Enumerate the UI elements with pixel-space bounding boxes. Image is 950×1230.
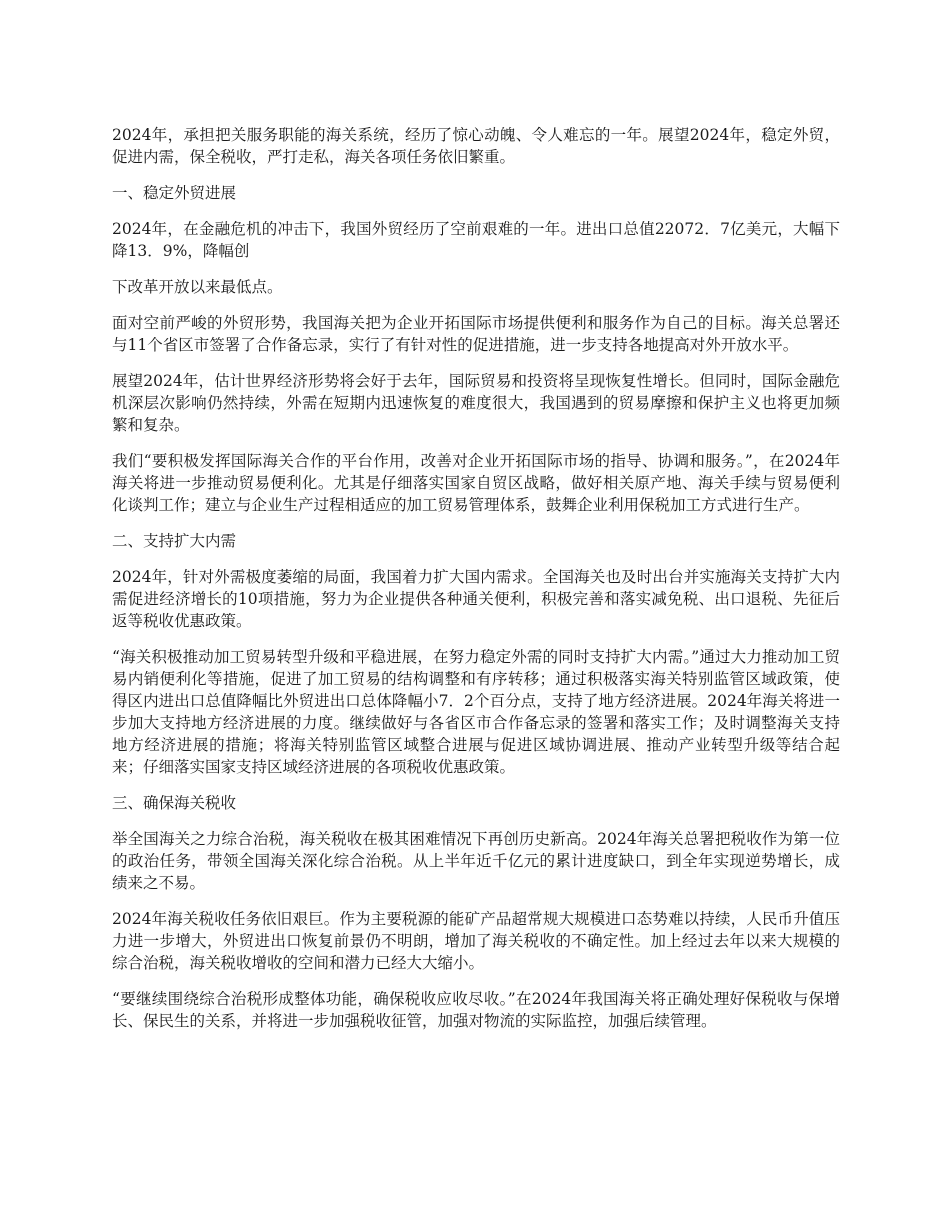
paragraph-outlook: 展望2024年，估计世界经济形势将会好于去年，国际贸易和投资将呈现恢复性增长。但同时，国际金融危机深层次影响仍然持续，外需在短期内迅速恢复的难度很大，我国遇到的贸易摩擦和保护主义也将更加频繁和复杂。 [112, 372, 840, 434]
paragraph-trade-stats: 2024年，在金融危机的冲击下，我国外贸经历了空前艰难的一年。进出口总值22072．7亿美元，大幅下降13．9%，降幅创 [112, 220, 840, 260]
paragraph-customs-facilitation: 面对空前严峻的外贸形势，我国海关把为企业开拓国际市场提供便利和服务作为自己的目标。海关总署还与11个省区市签署了合作备忘录，实行了有针对性的促进措施，进一步支持各地提高对外开放水平。 [112, 314, 840, 354]
section-heading-3: 三、确保海关税收 [112, 794, 237, 812]
paragraph-tax-challenges: 2024年海关税收任务依旧艰巨。作为主要税源的能矿产品超常规大规模进口态势难以持续，人民币升值压力进一步增大，外贸进出口恢复前景仍不明朗，增加了海关税收的不确定性。加上经过去年以来大规模的综合治税，海关税收增收的空间和潜力已经大大缩小。 [112, 910, 840, 972]
section-heading-1: 一、稳定外贸进展 [112, 184, 237, 202]
paragraph-international-cooperation: 我们“要积极发挥国际海关合作的平台作用，改善对企业开拓国际市场的指导、协调和服务。”，在2024年海关将进一步推动贸易便利化。尤其是仔细落实国家自贸区战略，做好相关原产地、海关手续与贸易便利化谈判工作；建立与企业生产过程相适应的加工贸易管理体系，鼓舞企业利用保税加工方式进行生产。 [112, 452, 840, 514]
paragraph-processing-trade: “海关积极推动加工贸易转型升级和平稳进展，在努力稳定外需的同时支持扩大内需。”通过大力推动加工贸易内销便利化等措施，促进了加工贸易的结构调整和有序转移；通过积极落实海关特别监管区域政策，使得区内进出口总值降幅比外贸进出口总体降幅小7．2个百分点，支持了地方经济进展。2024年海关将进一步加大支持地方经济进展的力度。继续做好与各省区市合作备忘录的签署和落实工作；及时调整海关支持地方经济进展的措施；将海关特别监管区域整合进展与促进区域协调进展、推动产业转型升级等结合起来；仔细落实国家支持区域经济进展的各项税收优惠政策。 [112, 648, 840, 776]
paragraph-trade-stats-cont: 下改革开放以来最低点。 [112, 278, 283, 296]
paragraph-intro: 2024年，承担把关服务职能的海关系统，经历了惊心动魄、令人难忘的一年。展望2024年，稳定外贸，促进内需，保全税收，严打走私，海关各项任务依旧繁重。 [112, 126, 840, 166]
document-body [112, 124, 840, 1046]
paragraph-tax-management: “要继续围绕综合治税形成整体功能，确保税收应收尽收。”在2024年我国海关将正确处理好保税收与保增长、保民生的关系，并将进一步加强税收征管，加强对物流的实际监控，加强后续管理。 [112, 990, 840, 1030]
paragraph-domestic-demand: 2024年，针对外需极度萎缩的局面，我国着力扩大国内需求。全国海关也及时出台并实施海关支持扩大内需促进经济增长的10项措施，努力为企业提供各种通关便利，积极完善和落实减免税、出口退税、先征后返等税收优惠政策。 [112, 568, 840, 630]
section-heading-2: 二、支持扩大内需 [112, 532, 237, 550]
paragraph-tax-revenue: 举全国海关之力综合治税，海关税收在极其困难情况下再创历史新高。2024年海关总署把税收作为第一位的政治任务，带领全国海关深化综合治税。从上半年近千亿元的累计进度缺口，到全年实现逆势增长，成绩来之不易。 [112, 830, 840, 892]
